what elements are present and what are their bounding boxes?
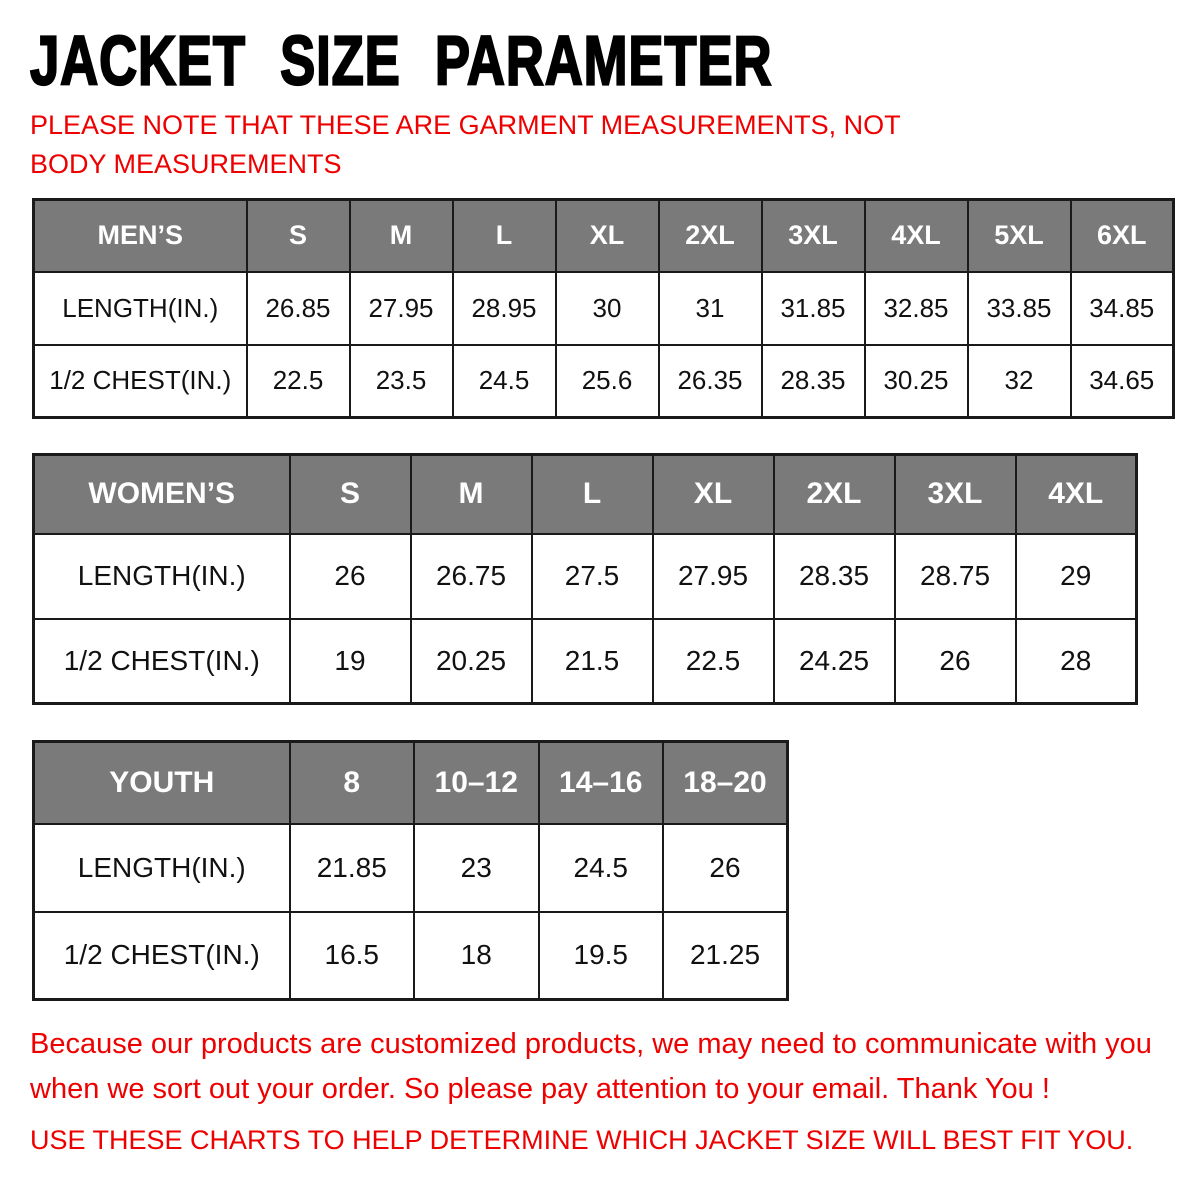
- womens-row-label: 1/2 CHEST(IN.): [34, 619, 290, 704]
- youth-size-header: 14–16: [539, 742, 664, 824]
- youth-value-cell: 21.85: [290, 824, 415, 912]
- womens-row-label: LENGTH(IN.): [34, 534, 290, 619]
- mens-value-cell: 24.5: [453, 345, 556, 418]
- youth-value-cell: 26: [663, 824, 788, 912]
- mens-value-cell: 26.85: [247, 272, 350, 345]
- womens-value-cell: 19: [290, 619, 411, 704]
- womens-size-header: 2XL: [774, 455, 895, 534]
- womens-size-header: L: [532, 455, 653, 534]
- mens-size-header: 4XL: [865, 200, 968, 272]
- customized-products-note: Because our products are customized products, we may need to communicate with you when we sort out your order. So please pay attention to your email. Thank You !: [30, 1028, 1152, 1105]
- youth-row-label: 1/2 CHEST(IN.): [34, 912, 290, 1000]
- mens-value-cell: 27.95: [350, 272, 453, 345]
- mens-data-row: [34, 345, 1174, 418]
- mens-data-row: [34, 272, 1174, 345]
- womens-size-header: M: [411, 455, 532, 534]
- mens-size-header: XL: [556, 200, 659, 272]
- mens-size-table: [32, 198, 1175, 419]
- womens-size-header: S: [290, 455, 411, 534]
- mens-value-cell: 32.85: [865, 272, 968, 345]
- mens-value-cell: 34.85: [1071, 272, 1174, 345]
- womens-size-header: 3XL: [895, 455, 1016, 534]
- youth-data-row: [34, 824, 788, 912]
- womens-size-header: XL: [653, 455, 774, 534]
- youth-header-row: [34, 742, 788, 824]
- youth-value-cell: 23: [414, 824, 539, 912]
- mens-row-label: LENGTH(IN.): [34, 272, 247, 345]
- mens-size-header: S: [247, 200, 350, 272]
- mens-value-cell: 28.35: [762, 345, 865, 418]
- mens-size-header: M: [350, 200, 453, 272]
- mens-value-cell: 31.85: [762, 272, 865, 345]
- womens-data-row: [34, 619, 1137, 704]
- mens-size-header: 6XL: [1071, 200, 1174, 272]
- mens-value-cell: 22.5: [247, 345, 350, 418]
- mens-value-cell: 26.35: [659, 345, 762, 418]
- mens-size-header: 3XL: [762, 200, 865, 272]
- mens-value-cell: 34.65: [1071, 345, 1174, 418]
- mens-value-cell: 23.5: [350, 345, 453, 418]
- womens-value-cell: 22.5: [653, 619, 774, 704]
- mens-value-cell: 32: [968, 345, 1071, 418]
- mens-value-cell: 25.6: [556, 345, 659, 418]
- mens-row-label: 1/2 CHEST(IN.): [34, 345, 247, 418]
- mens-value-cell: 31: [659, 272, 762, 345]
- youth-size-table: [32, 740, 789, 1001]
- womens-value-cell: 28.75: [895, 534, 1016, 619]
- youth-value-cell: 21.25: [663, 912, 788, 1000]
- womens-value-cell: 24.25: [774, 619, 895, 704]
- mens-size-header: 5XL: [968, 200, 1071, 272]
- womens-value-cell: 28.35: [774, 534, 895, 619]
- womens-value-cell: 26: [895, 619, 1016, 704]
- mens-value-cell: 30: [556, 272, 659, 345]
- youth-value-cell: 24.5: [539, 824, 664, 912]
- womens-size-header: 4XL: [1016, 455, 1137, 534]
- youth-value-cell: 16.5: [290, 912, 415, 1000]
- page-title: JACKET SIZE PARAMETER: [30, 23, 773, 101]
- mens-size-header: L: [453, 200, 556, 272]
- youth-size-header: 8: [290, 742, 415, 824]
- youth-group-label: YOUTH: [34, 742, 290, 824]
- mens-header-row: [34, 200, 1174, 272]
- womens-data-row: [34, 534, 1137, 619]
- womens-value-cell: 27.95: [653, 534, 774, 619]
- youth-row-label: LENGTH(IN.): [34, 824, 290, 912]
- womens-header-row: [34, 455, 1137, 534]
- mens-value-cell: 28.95: [453, 272, 556, 345]
- womens-value-cell: 26: [290, 534, 411, 619]
- youth-size-header: 18–20: [663, 742, 788, 824]
- womens-group-label: WOMEN’S: [34, 455, 290, 534]
- youth-size-header: 10–12: [414, 742, 539, 824]
- garment-measurement-note: PLEASE NOTE THAT THESE ARE GARMENT MEASUREMENTS, NOT BODY MEASUREMENTS: [30, 110, 901, 180]
- mens-value-cell: 30.25: [865, 345, 968, 418]
- womens-value-cell: 27.5: [532, 534, 653, 619]
- youth-value-cell: 18: [414, 912, 539, 1000]
- mens-size-header: 2XL: [659, 200, 762, 272]
- womens-value-cell: 20.25: [411, 619, 532, 704]
- womens-value-cell: 26.75: [411, 534, 532, 619]
- womens-value-cell: 28: [1016, 619, 1137, 704]
- youth-value-cell: 19.5: [539, 912, 664, 1000]
- mens-value-cell: 33.85: [968, 272, 1071, 345]
- youth-data-row: [34, 912, 788, 1000]
- mens-group-label: MEN’S: [34, 200, 247, 272]
- use-charts-note: USE THESE CHARTS TO HELP DETERMINE WHICH JACKET SIZE WILL BEST FIT YOU.: [30, 1125, 1134, 1155]
- womens-value-cell: 21.5: [532, 619, 653, 704]
- womens-size-table: [32, 453, 1138, 705]
- womens-value-cell: 29: [1016, 534, 1137, 619]
